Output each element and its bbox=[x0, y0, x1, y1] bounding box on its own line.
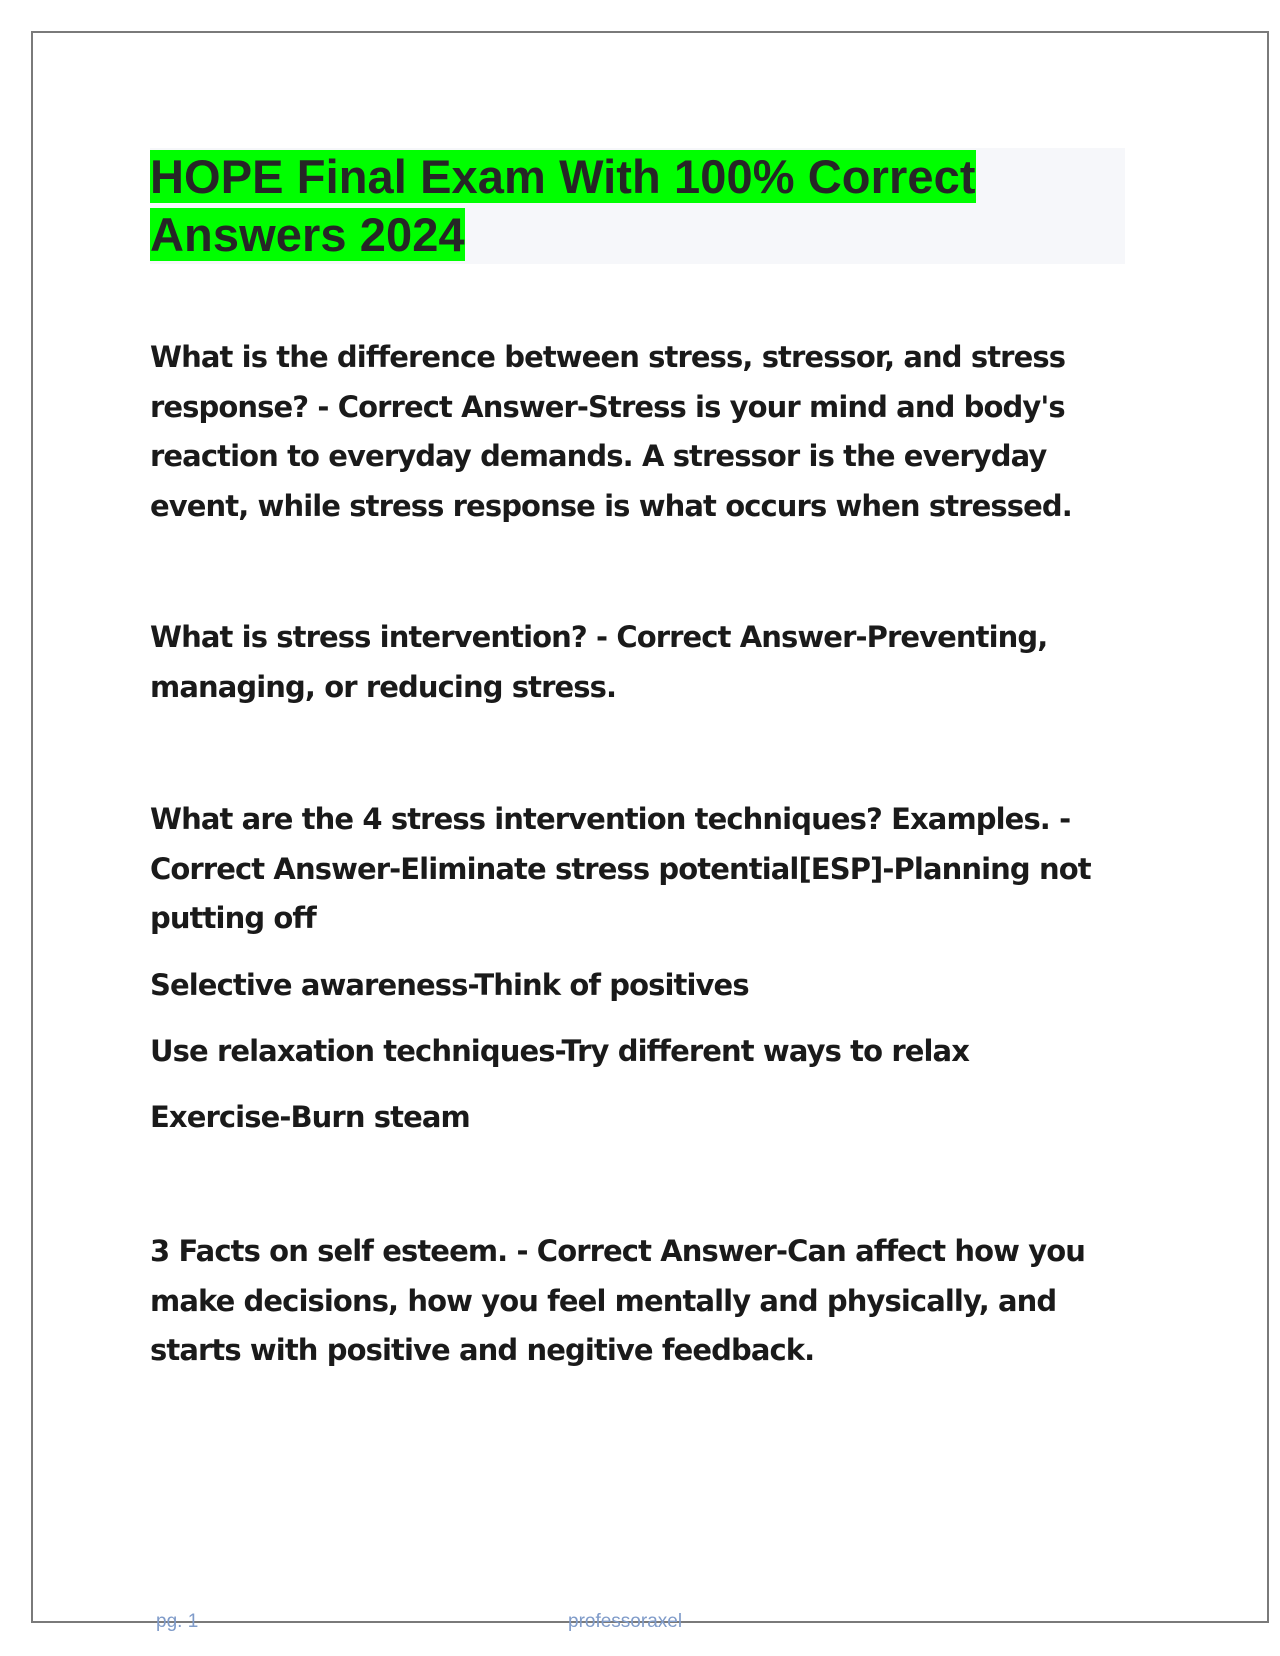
list-item: Exercise-Burn steam bbox=[150, 1100, 470, 1134]
title-line-2: Answers 2024 bbox=[150, 208, 465, 261]
document-title bbox=[150, 148, 1125, 264]
footer-author: professoraxel bbox=[568, 1611, 683, 1632]
qa-paragraph-2: What is stress intervention? - Correct Answer-Preventing, managing, or reducing stress. bbox=[150, 620, 1048, 704]
qa-paragraph-4: 3 Facts on self esteem. - Correct Answer-Can affect how you make decisions, how you feel mentally and physically, and starts with positive and negitive feedback. bbox=[150, 1234, 1086, 1367]
qa-paragraph-1: What is the difference between stress, stressor, and stress response? - Correct Answer-Stress is your mind and body's reaction to everyday demands. A stressor is the everyday event, while stress response is what occurs when stressed. bbox=[150, 340, 1072, 523]
page-number: pg. 1 bbox=[156, 1611, 199, 1632]
list-item: Use relaxation techniques-Try different ways to relax bbox=[150, 1034, 970, 1068]
qa-paragraph-3: What are the 4 stress intervention techniques? Examples. - Correct Answer-Eliminate stress potential[ESP]-Planning not putting off bbox=[150, 802, 1091, 935]
title-line-1: HOPE Final Exam With 100% Correct bbox=[150, 150, 976, 203]
list-item: Selective awareness-Think of positives bbox=[150, 968, 749, 1002]
title-block bbox=[150, 148, 1125, 264]
